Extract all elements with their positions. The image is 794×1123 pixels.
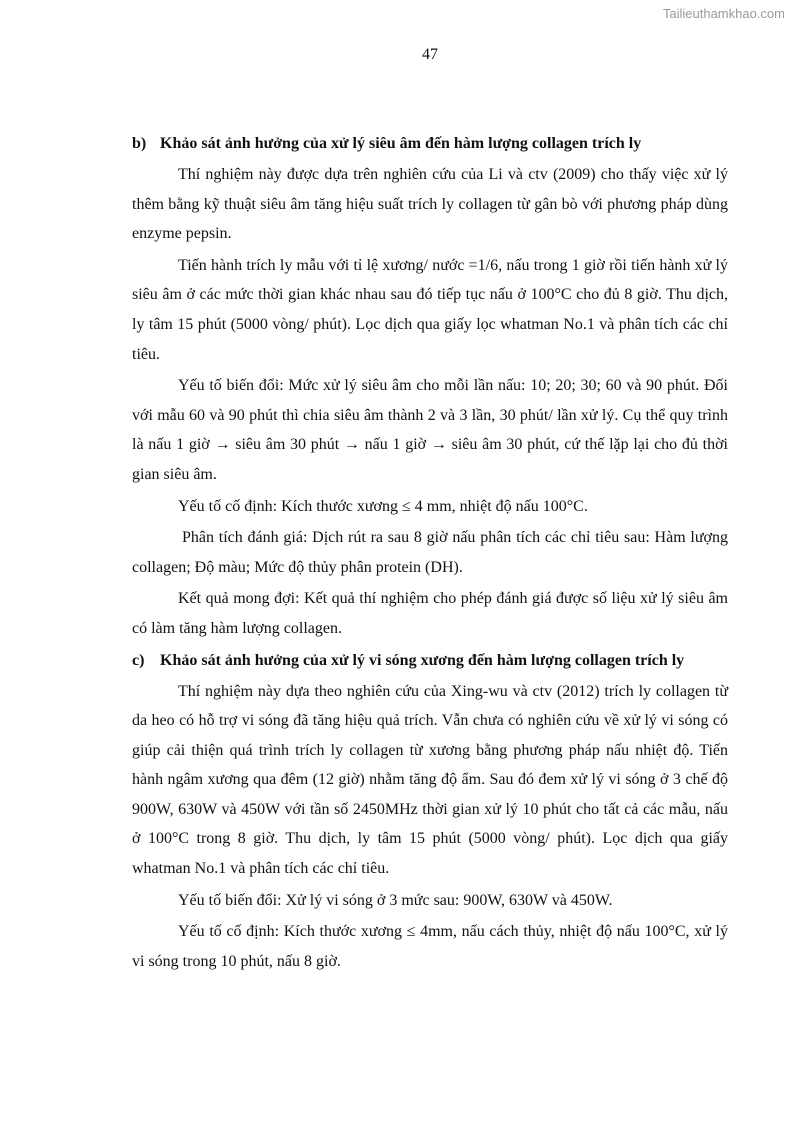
section-c-heading <box>132 646 728 675</box>
section-b-marker: b) <box>132 135 147 152</box>
document-body <box>132 129 728 978</box>
watermark: Tailieuthamkhao.com <box>662 6 785 21</box>
paragraph: Yếu tố biến đổi: Mức xử lý siêu âm cho mỗi lần nấu: 10; 20; 30; 60 và 90 phút. Đối với mẫu 60 và 90 phút thì chia siêu âm thành 2 và 3 lần, 30 phút/ lần xử lý. Cụ thể quy trình là nấu 1 giờ → siêu âm 30 phút → nấu 1 giờ → siêu âm 30 phút, cứ thế lặp lại cho đủ thời gian siêu âm. <box>132 377 728 483</box>
paragraph: Tiến hành trích ly mẫu với tỉ lệ xương/ nước =1/6, nấu trong 1 giờ rồi tiến hành xử lý siêu âm ở các mức thời gian khác nhau sau đó tiếp tục nấu ở 100°C cho đủ 8 giờ. Thu dịch, ly tâm 15 phút (5000 vòng/ phút). Lọc dịch qua giấy lọc whatman No.1 và phân tích các chỉ tiêu. <box>132 256 728 363</box>
paragraph: Kết quả mong đợi: Kết quả thí nghiệm cho phép đánh giá được số liệu xử lý siêu âm có làm tăng hàm lượng collagen. <box>132 590 728 637</box>
paragraph: Yếu tố biến đổi: Xử lý vi sóng ở 3 mức sau: 900W, 630W và 450W. <box>178 891 613 909</box>
paragraph: Phân tích đánh giá: Dịch rút ra sau 8 giờ nấu phân tích các chỉ tiêu sau: Hàm lượng collagen; Độ màu; Mức độ thủy phân protein (DH). <box>132 529 728 576</box>
paragraph: Thí nghiệm này được dựa trên nghiên cứu của Li và ctv (2009) cho thấy việc xử lý thêm bằng kỹ thuật siêu âm tăng hiệu suất trích ly collagen từ gân bò với phương pháp dùng enzyme pepsin. <box>132 166 728 243</box>
paragraph: Thí nghiệm này dựa theo nghiên cứu của Xing-wu và ctv (2012) trích ly collagen từ da heo có hỗ trợ vi sóng đã tăng hiệu quả trích. Vẫn chưa có nghiên cứu về xử lý vi sóng có giúp cải thiện quá trình trích ly collagen từ xương bằng phương pháp nấu nhiệt độ. Tiến hành ngâm xương qua đêm (12 giờ) nhằm tăng độ ẩm. Sau đó đem xử lý vi sóng ở 3 chế độ 900W, 630W và 450W với tần số 2450MHz thời gian xử lý 10 phút cho tất cả các mẫu, nấu ở 100°C trong 8 giờ. Thu dịch, ly tâm 15 phút (5000 vòng/ phút). Lọc dịch qua giấy whatman No.1 và phân tích các chỉ tiêu. <box>132 682 728 878</box>
page-number: 47 <box>422 46 438 63</box>
paragraph: Yếu tố cố định: Kích thước xương ≤ 4 mm, nhiệt độ nấu 100°C. <box>178 497 588 515</box>
section-c-title: Khảo sát ảnh hưởng của xử lý vi sóng xương đến hàm lượng collagen trích ly <box>160 651 685 669</box>
section-b-heading <box>132 129 728 158</box>
section-c-marker: c) <box>132 651 145 669</box>
section-b-title: Khảo sát ảnh hưởng của xử lý siêu âm đến hàm lượng collagen trích ly <box>160 135 642 152</box>
paragraph: Yếu tố cố định: Kích thước xương ≤ 4mm, nấu cách thủy, nhiệt độ nấu 100°C, xử lý vi sóng trong 10 phút, nấu 8 giờ. <box>132 923 728 970</box>
